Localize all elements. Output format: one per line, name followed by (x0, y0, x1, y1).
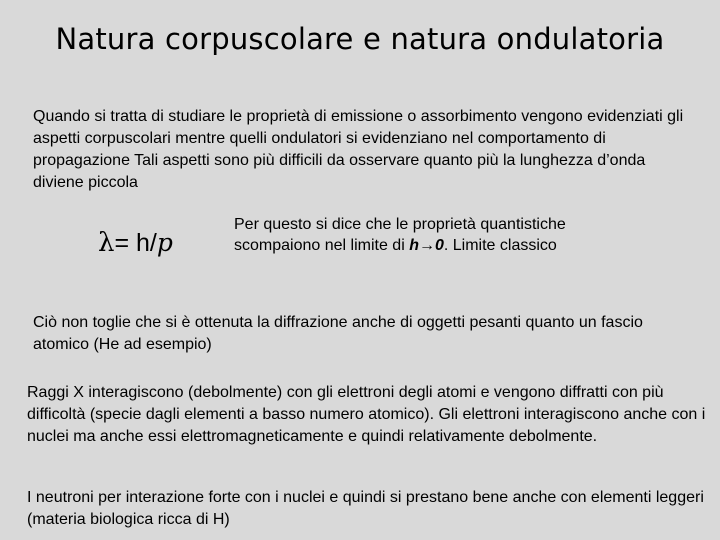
slide-title: Natura corpuscolare e natura ondulatoria (55, 22, 665, 56)
paragraph-emission-absorption: Quando si tratta di studiare le proprietà di emissione o assorbimento vengono evidenziati gli aspetti corpuscolari mentre quelli ondulatori si evidenziano nel comportamento di propagazione Tali aspetti sono più difficili da osservare quanto più la lunghezza d’onda diviene piccola (33, 108, 684, 191)
classical-limit-expression: h→0 (409, 237, 444, 254)
de-broglie-formula (98, 228, 173, 258)
classical-limit-text-before: Per questo si dice che le proprietà quantistiche scompaiono nel limite di (234, 216, 566, 254)
paragraph-atomic-diffraction: Ciò non toglie che si è ottenuta la diffrazione anche di oggetti pesanti quanto un fascio atomico (He ad esempio) (33, 314, 643, 353)
paragraph-x-rays: Raggi X interagiscono (debolmente) con gli elettroni degli atomi e vengono diffratti con più difficoltà (specie dagli elementi a basso numero atomico). Gli elettroni interagiscono anche con i nuclei ma anche essi elettromagneticamente e quindi relativamente debolmente. (27, 384, 706, 445)
formula-equals-h: = h/ (114, 229, 157, 257)
classical-limit-text-after: . Limite classico (443, 237, 557, 254)
lambda-symbol: λ (98, 228, 115, 258)
paragraph-classical-limit (234, 214, 654, 256)
formula-p: p (156, 228, 173, 257)
paragraph-neutrons: I neutroni per interazione forte con i nuclei e quindi si prestano bene anche con elementi leggeri (materia biologica ricca di H) (27, 489, 704, 528)
